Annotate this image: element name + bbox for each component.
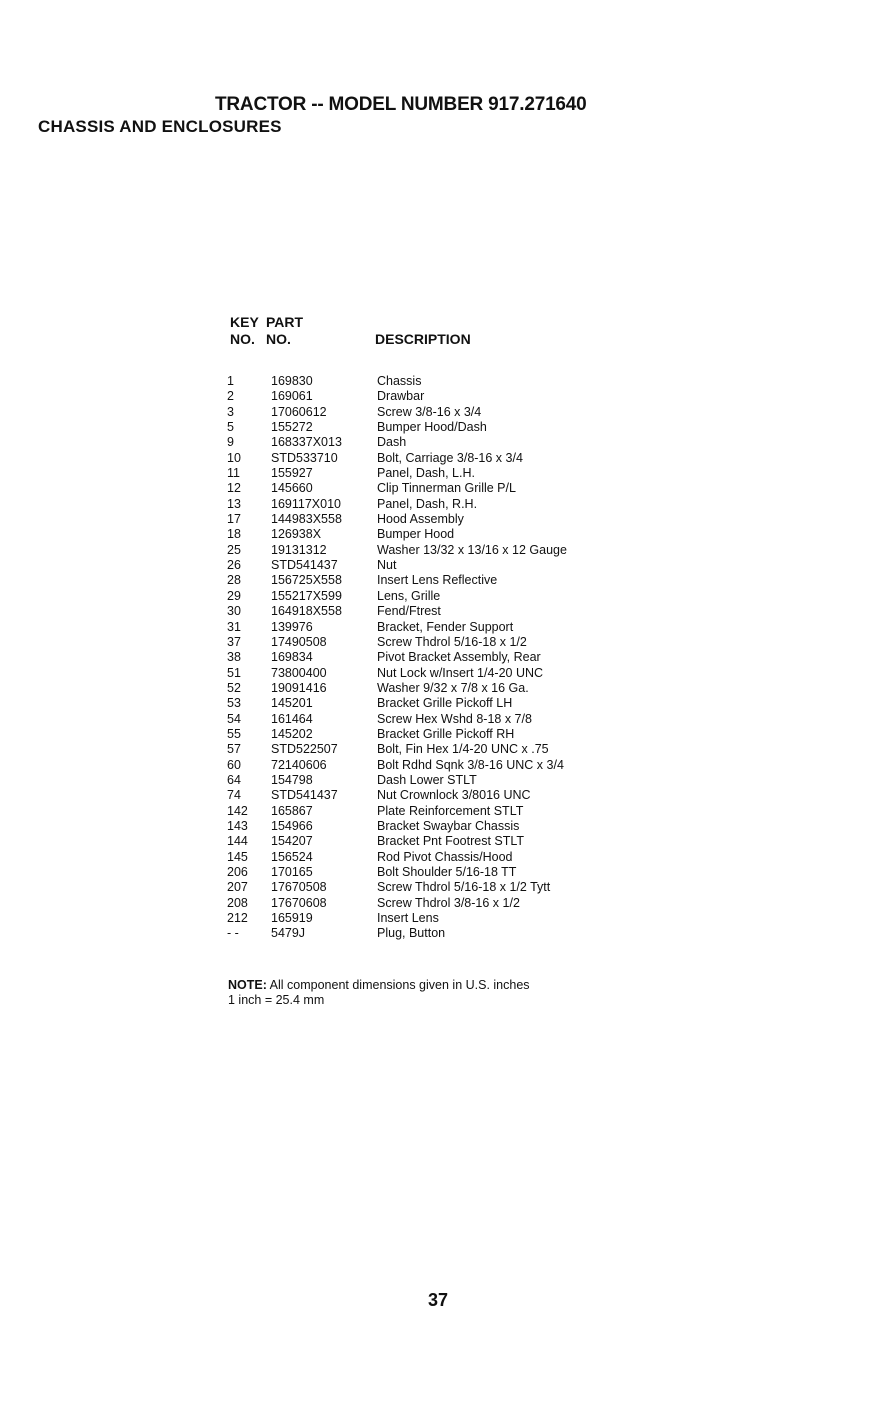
key-number: 25 xyxy=(227,542,241,557)
key-no-header: KEY NO. xyxy=(230,314,259,347)
part-description: Bolt Rdhd Sqnk 3/8-16 UNC x 3/4 xyxy=(377,757,564,772)
key-number: 9 xyxy=(227,435,234,450)
part-number: 170165 xyxy=(271,865,313,879)
part-description: Rod Pivot Chassis/Hood xyxy=(377,849,513,864)
key-number: 29 xyxy=(227,588,241,603)
part-description: Bracket Pnt Footrest STLT xyxy=(377,834,525,849)
part-description: Dash xyxy=(377,435,407,450)
part-description: Chassis xyxy=(377,374,422,388)
parts-row xyxy=(225,466,645,481)
key-number: 5 xyxy=(227,420,234,435)
part-number: 72140606 xyxy=(271,757,327,772)
parts-row xyxy=(225,497,645,512)
key-number: 145 xyxy=(227,849,248,864)
part-description: Screw Hex Wshd 8-18 x 7/8 xyxy=(377,711,532,726)
part-number: 144983X558 xyxy=(271,512,342,527)
part-number: STD541437 xyxy=(271,788,338,803)
parts-row xyxy=(225,435,645,450)
parts-row xyxy=(225,604,645,619)
key-number: 51 xyxy=(227,665,241,680)
key-number: 143 xyxy=(227,818,248,833)
part-number: 145202 xyxy=(271,726,313,741)
parts-row xyxy=(225,374,645,389)
part-description: Screw Thdrol 5/16-18 x 1/2 xyxy=(377,634,527,649)
key-number: - - xyxy=(227,926,239,941)
part-number: 5479J xyxy=(271,926,306,941)
note-text: All component dimensions given in U.S. inches xyxy=(266,978,530,992)
part-number: 156725X558 xyxy=(271,573,342,588)
part-description: Bumper Hood xyxy=(377,527,455,542)
key-number: 11 xyxy=(227,466,240,481)
page-title: TRACTOR -- MODEL NUMBER 917.271640 xyxy=(215,94,587,115)
key-number: 208 xyxy=(227,895,248,910)
parts-row xyxy=(225,788,645,803)
parts-row xyxy=(225,681,645,696)
key-number: 53 xyxy=(227,696,241,711)
parts-row xyxy=(225,451,645,466)
parts-row xyxy=(225,880,645,895)
parts-row xyxy=(225,865,645,880)
key-number: 55 xyxy=(227,726,241,741)
part-number: 154798 xyxy=(271,772,313,787)
part-description: Bracket Grille Pickoff RH xyxy=(377,726,515,741)
part-number: 165919 xyxy=(271,911,313,926)
part-number: STD541437 xyxy=(271,558,338,573)
key-number: 38 xyxy=(227,650,241,665)
part-description: Fend/Ftrest xyxy=(377,604,441,619)
part-description: Bracket, Fender Support xyxy=(377,619,514,634)
part-number: 169061 xyxy=(271,389,313,404)
part-number: 154207 xyxy=(271,834,313,849)
parts-row xyxy=(225,420,645,435)
part-number: 161464 xyxy=(271,711,313,726)
parts-row xyxy=(225,911,645,926)
key-number: 207 xyxy=(227,880,248,895)
part-no-header: PART NO. xyxy=(266,314,304,347)
key-number: 144 xyxy=(227,834,248,849)
part-description: Bolt Shoulder 5/16-18 TT xyxy=(377,865,517,879)
part-description: Plate Reinforcement STLT xyxy=(377,803,524,818)
part-description: Pivot Bracket Assembly, Rear xyxy=(377,650,541,665)
part-description: Hood Assembly xyxy=(377,512,464,527)
parts-row xyxy=(225,620,645,635)
part-description: Insert Lens xyxy=(377,911,439,926)
note-conversion: 1 inch = 25.4 mm xyxy=(228,993,325,1007)
key-number: 37 xyxy=(227,634,241,649)
section-title: CHASSIS AND ENCLOSURES xyxy=(38,117,282,136)
parts-row xyxy=(225,589,645,604)
part-description: Bolt, Carriage 3/8-16 x 3/4 xyxy=(377,450,523,465)
parts-row xyxy=(225,896,645,911)
part-number: 17060612 xyxy=(271,404,327,419)
key-number: 13 xyxy=(227,496,241,511)
key-number: 212 xyxy=(227,911,248,926)
key-number: 12 xyxy=(227,481,241,496)
key-number: 52 xyxy=(227,680,241,695)
parts-row xyxy=(225,696,645,711)
part-description: Dash Lower STLT xyxy=(377,772,477,787)
part-description: Nut Lock w/Insert 1/4-20 UNC xyxy=(377,665,544,680)
part-number: 17670608 xyxy=(271,895,327,910)
part-description: Drawbar xyxy=(377,389,425,404)
part-description: Screw Thdrol 3/8-16 x 1/2 xyxy=(377,895,520,910)
part-number: 169830 xyxy=(271,374,313,388)
part-number: STD522507 xyxy=(271,742,338,757)
key-number: 3 xyxy=(227,404,234,419)
part-description: Clip Tinnerman Grille P/L xyxy=(377,481,516,496)
key-number: 31 xyxy=(227,619,241,634)
key-number: 17 xyxy=(227,512,241,527)
part-number: 155272 xyxy=(271,420,313,435)
part-number: 169117X010 xyxy=(271,496,341,511)
part-number: STD533710 xyxy=(271,450,338,465)
parts-row xyxy=(225,527,645,542)
part-number: 126938X xyxy=(271,527,322,542)
part-description: Screw 3/8-16 x 3/4 xyxy=(377,404,482,419)
part-description: Bolt, Fin Hex 1/4-20 UNC x .75 xyxy=(377,742,549,757)
key-number: 142 xyxy=(227,803,248,818)
part-number: 164918X558 xyxy=(271,604,342,619)
part-description: Screw Thdrol 5/16-18 x 1/2 Tytt xyxy=(377,880,551,895)
part-description: Nut xyxy=(377,558,397,573)
key-number: 18 xyxy=(227,527,241,542)
parts-row xyxy=(225,712,645,727)
part-number: 168337X013 xyxy=(271,435,342,450)
part-number: 165867 xyxy=(271,803,313,818)
part-number: 169834 xyxy=(271,650,313,665)
key-number: 60 xyxy=(227,757,241,772)
parts-list xyxy=(225,374,645,942)
key-number: 1 xyxy=(227,374,234,388)
key-number: 206 xyxy=(227,865,248,879)
parts-row xyxy=(225,481,645,496)
part-number: 139976 xyxy=(271,619,313,634)
part-description: Panel, Dash, R.H. xyxy=(377,496,478,511)
part-number: 145201 xyxy=(271,696,313,711)
key-number: 2 xyxy=(227,389,234,404)
part-description: Insert Lens Reflective xyxy=(377,573,498,588)
note-label: NOTE: xyxy=(228,978,267,992)
key-number: 74 xyxy=(227,788,241,803)
part-description: Nut Crownlock 3/8016 UNC xyxy=(377,788,531,803)
key-number: 10 xyxy=(227,450,241,465)
parts-row xyxy=(225,834,645,849)
part-description: Bracket Swaybar Chassis xyxy=(377,818,520,833)
key-number: 30 xyxy=(227,604,241,619)
parts-row xyxy=(225,558,645,573)
description-header: DESCRIPTION xyxy=(375,331,471,347)
parts-row xyxy=(225,635,645,650)
dimensions-note xyxy=(228,978,530,1008)
parts-row xyxy=(225,650,645,665)
part-number: 19131312 xyxy=(271,542,327,557)
part-description: Washer 9/32 x 7/8 x 16 Ga. xyxy=(377,680,529,695)
part-number: 17490508 xyxy=(271,634,327,649)
part-description: Lens, Grille xyxy=(377,588,441,603)
parts-row xyxy=(225,666,645,681)
parts-row xyxy=(225,804,645,819)
parts-row xyxy=(225,405,645,420)
parts-row xyxy=(225,727,645,742)
part-description: Washer 13/32 x 13/16 x 12 Gauge xyxy=(377,542,567,557)
part-number: 155927 xyxy=(271,466,313,481)
parts-row xyxy=(225,543,645,558)
parts-row xyxy=(225,573,645,588)
parts-row xyxy=(225,819,645,834)
parts-row xyxy=(225,512,645,527)
parts-row xyxy=(225,926,645,941)
key-number: 57 xyxy=(227,742,241,757)
part-number: 154966 xyxy=(271,818,313,833)
part-description: Bracket Grille Pickoff LH xyxy=(377,696,513,711)
parts-row xyxy=(225,758,645,773)
part-number: 19091416 xyxy=(271,680,327,695)
parts-row xyxy=(225,742,645,757)
key-number: 26 xyxy=(227,558,241,573)
parts-row xyxy=(225,773,645,788)
key-number: 28 xyxy=(227,573,241,588)
part-number: 156524 xyxy=(271,849,313,864)
key-number: 64 xyxy=(227,772,241,787)
part-number: 155217X599 xyxy=(271,588,342,603)
part-description: Plug, Button xyxy=(377,926,446,941)
part-description: Bumper Hood/Dash xyxy=(377,420,487,435)
key-number: 54 xyxy=(227,711,241,726)
part-number: 145660 xyxy=(271,481,313,496)
parts-row xyxy=(225,850,645,865)
part-description: Panel, Dash, L.H. xyxy=(377,466,475,481)
part-number: 73800400 xyxy=(271,665,327,680)
part-number: 17670508 xyxy=(271,880,327,895)
parts-row xyxy=(225,389,645,404)
page-number: 37 xyxy=(427,1290,449,1310)
